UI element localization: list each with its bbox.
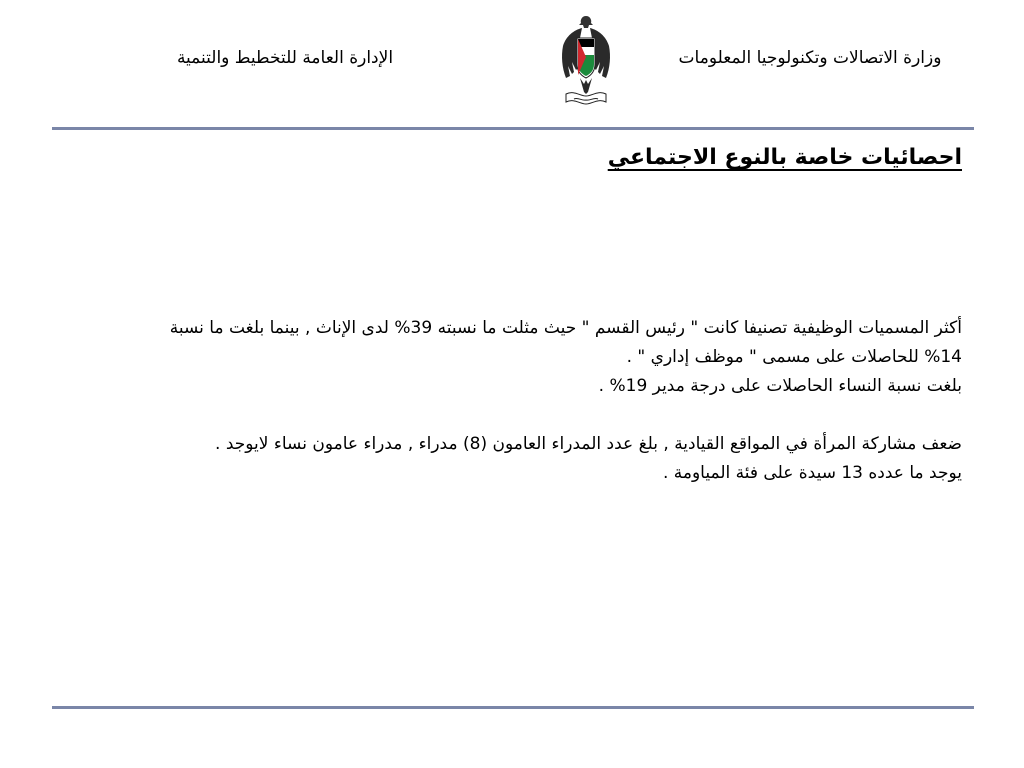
department-name: الإدارة العامة للتخطيط والتنمية bbox=[176, 48, 394, 68]
bottom-divider bbox=[52, 706, 974, 709]
slide-body bbox=[154, 314, 962, 488]
paragraph-director-ratio: بلغت نسبة النساء الحاصلات على درجة مدير 19% . bbox=[598, 376, 962, 396]
paragraph-job-titles: أكثر المسميات الوظيفية تصنيفا كانت " رئيس القسم " حيث مثلت ما نسبته 39% لدى الإناث , بينما بلغت ما نسبة 14% للحاصلات على مسمى " موظف إداري " . bbox=[169, 318, 962, 367]
paragraph-gap bbox=[154, 401, 962, 430]
slide-title: احصائيات خاصة بالنوع الاجتماعي bbox=[607, 145, 962, 170]
top-divider bbox=[52, 127, 974, 130]
paragraph-leadership: ضعف مشاركة المرأة في المواقع القيادية , بلغ عدد المدراء العامون (8) مدراء , مدراء عامون نساء لايوجد . bbox=[215, 434, 962, 454]
ministry-name: وزارة الاتصالات وتكنولوجيا المعلومات bbox=[678, 48, 942, 68]
paragraph-daily-workers: يوجد ما عدده 13 سيدة على فئة المياومة . bbox=[662, 463, 962, 483]
palestine-eagle-emblem-icon bbox=[560, 14, 612, 110]
